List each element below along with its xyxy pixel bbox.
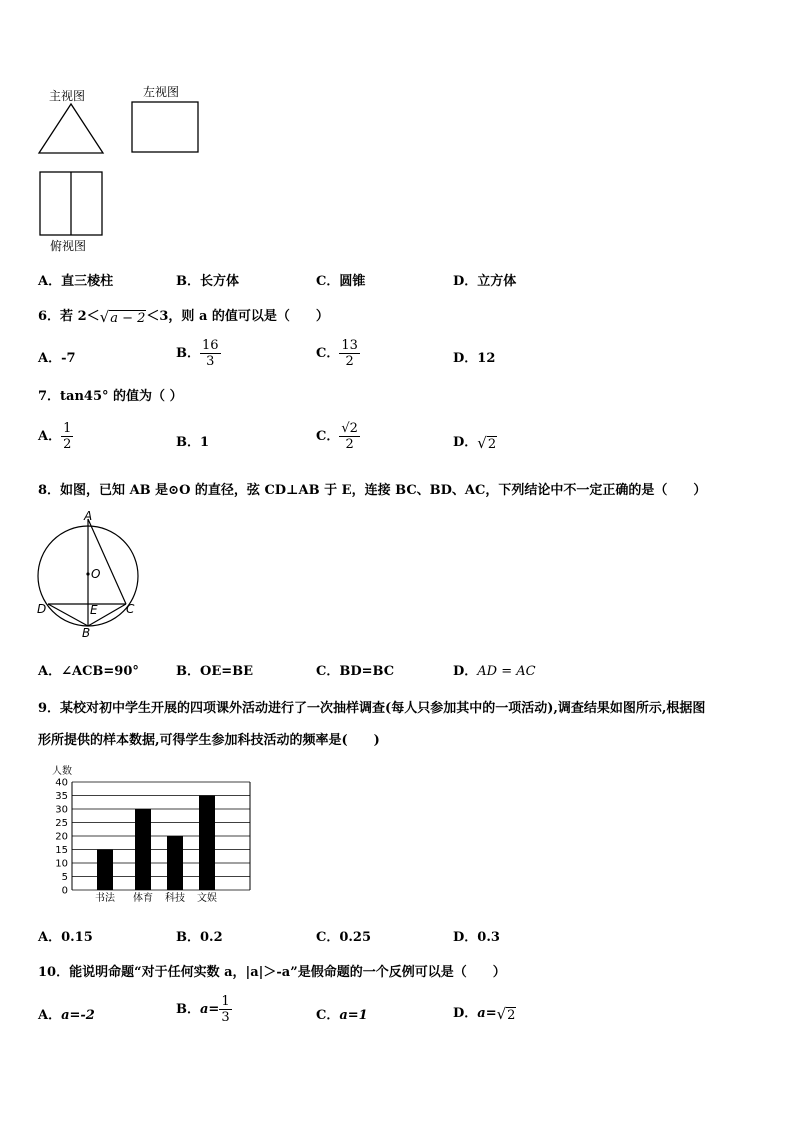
q9-bar-chart [40, 760, 260, 906]
q5-option-a[interactable]: A．直三棱柱 [38, 274, 114, 289]
top-view-rectangle [38, 170, 106, 238]
q9-option-a[interactable]: A．0.15 [38, 930, 93, 945]
q7-option-b[interactable]: B．1 [176, 435, 210, 450]
label-D: D [37, 602, 47, 616]
y-tick-label: 35 [55, 791, 68, 802]
label-A: A [84, 509, 93, 523]
q10-option-b[interactable]: B．a= $\frac{1}{3}$ [176, 994, 230, 1025]
q10-option-c[interactable]: C．a=1 [316, 1008, 368, 1023]
sqrt-symbol: √a − 2 [99, 307, 146, 326]
y-tick-label: 15 [55, 845, 68, 856]
label-C: C [126, 602, 135, 616]
q5-option-c[interactable]: C．圆锥 [316, 274, 366, 289]
q8-stem: 8．如图，已知 AB 是⊙O 的直径，弦 CD⊥AB 于 E，连接 BC、BD、AC，下列结论中不一定正确的是（ ） [38, 483, 707, 498]
left-view-label: 左视图 [143, 85, 180, 99]
q9-stem-line2: 形所提供的样本数据,可得学生参加科技活动的频率是( ) [38, 733, 380, 748]
top-view-label: 俯视图 [50, 239, 87, 253]
q10-option-d[interactable]: D．a=√2 [453, 1004, 516, 1023]
q8-option-d[interactable]: D．AD = AC [453, 664, 536, 679]
q9-option-c[interactable]: C．0.25 [316, 930, 372, 945]
front-view-label: 主视图 [49, 89, 86, 103]
q9-stem-line1: 9．某校对初中学生开展的四项课外活动进行了一次抽样调查(每人只参加其中的一项活动),调查结果如图所示,根据图 [38, 701, 706, 716]
y-tick-label: 30 [55, 804, 68, 816]
bar-1 [135, 809, 151, 890]
q8-option-c[interactable]: C．BD=BC [316, 664, 395, 679]
bar-3 [199, 796, 215, 891]
q8-option-b[interactable]: B．OE=BE [176, 664, 254, 679]
y-tick-label: 5 [61, 872, 68, 883]
y-tick-label: 10 [55, 858, 68, 870]
bar-2 [167, 836, 183, 890]
q5-option-b[interactable]: B．长方体 [176, 274, 240, 289]
x-tick-label: 科技 [165, 893, 185, 904]
front-view-triangle [36, 101, 106, 157]
q7-stem: 7．tan45° 的值为（ ） [38, 389, 183, 404]
q6-stem: 6．若 2＜√a − 2＜3，则 a 的值可以是（ ） [38, 307, 329, 326]
q6-option-b[interactable]: B． $\frac{16}{3}$ [176, 338, 219, 369]
left-view-rectangle [130, 100, 202, 154]
q9-option-b[interactable]: B．0.2 [176, 930, 223, 945]
chart-ylabel: 人数 [52, 766, 72, 777]
q10-option-a[interactable]: A．a=-2 [38, 1008, 95, 1023]
q7-option-a[interactable]: A． $\frac{1}{2}$ [38, 421, 72, 452]
q6-option-a[interactable]: A．-7 [38, 351, 76, 366]
q8-circle-figure [34, 508, 144, 642]
q6-option-d[interactable]: D．12 [453, 351, 496, 366]
q7-option-d[interactable]: D．√2 [453, 433, 497, 452]
q10-stem: 10．能说明命题“对于任何实数 a，|a|＞-a”是假命题的一个反例可以是（ ） [38, 965, 506, 980]
y-tick-label: 0 [61, 885, 68, 897]
label-O: O [91, 567, 101, 581]
q5-option-d[interactable]: D．立方体 [453, 274, 517, 289]
q9-option-d[interactable]: D．0.3 [453, 930, 500, 945]
q8-option-a[interactable]: A．∠ACB=90° [38, 664, 139, 679]
y-tick-label: 40 [55, 777, 68, 789]
x-tick-label: 文娱 [197, 893, 217, 904]
x-tick-label: 体育 [133, 893, 153, 904]
y-tick-label: 25 [55, 818, 68, 829]
y-tick-label: 20 [55, 831, 68, 843]
bar-0 [97, 850, 113, 891]
q6-option-c[interactable]: C． $\frac{13}{2}$ [316, 338, 358, 369]
label-E: E [90, 603, 98, 617]
x-tick-label: 书法 [95, 893, 115, 904]
q7-option-c[interactable]: C． $\frac{√2}{2}$ [316, 421, 358, 452]
label-B: B [82, 626, 91, 640]
